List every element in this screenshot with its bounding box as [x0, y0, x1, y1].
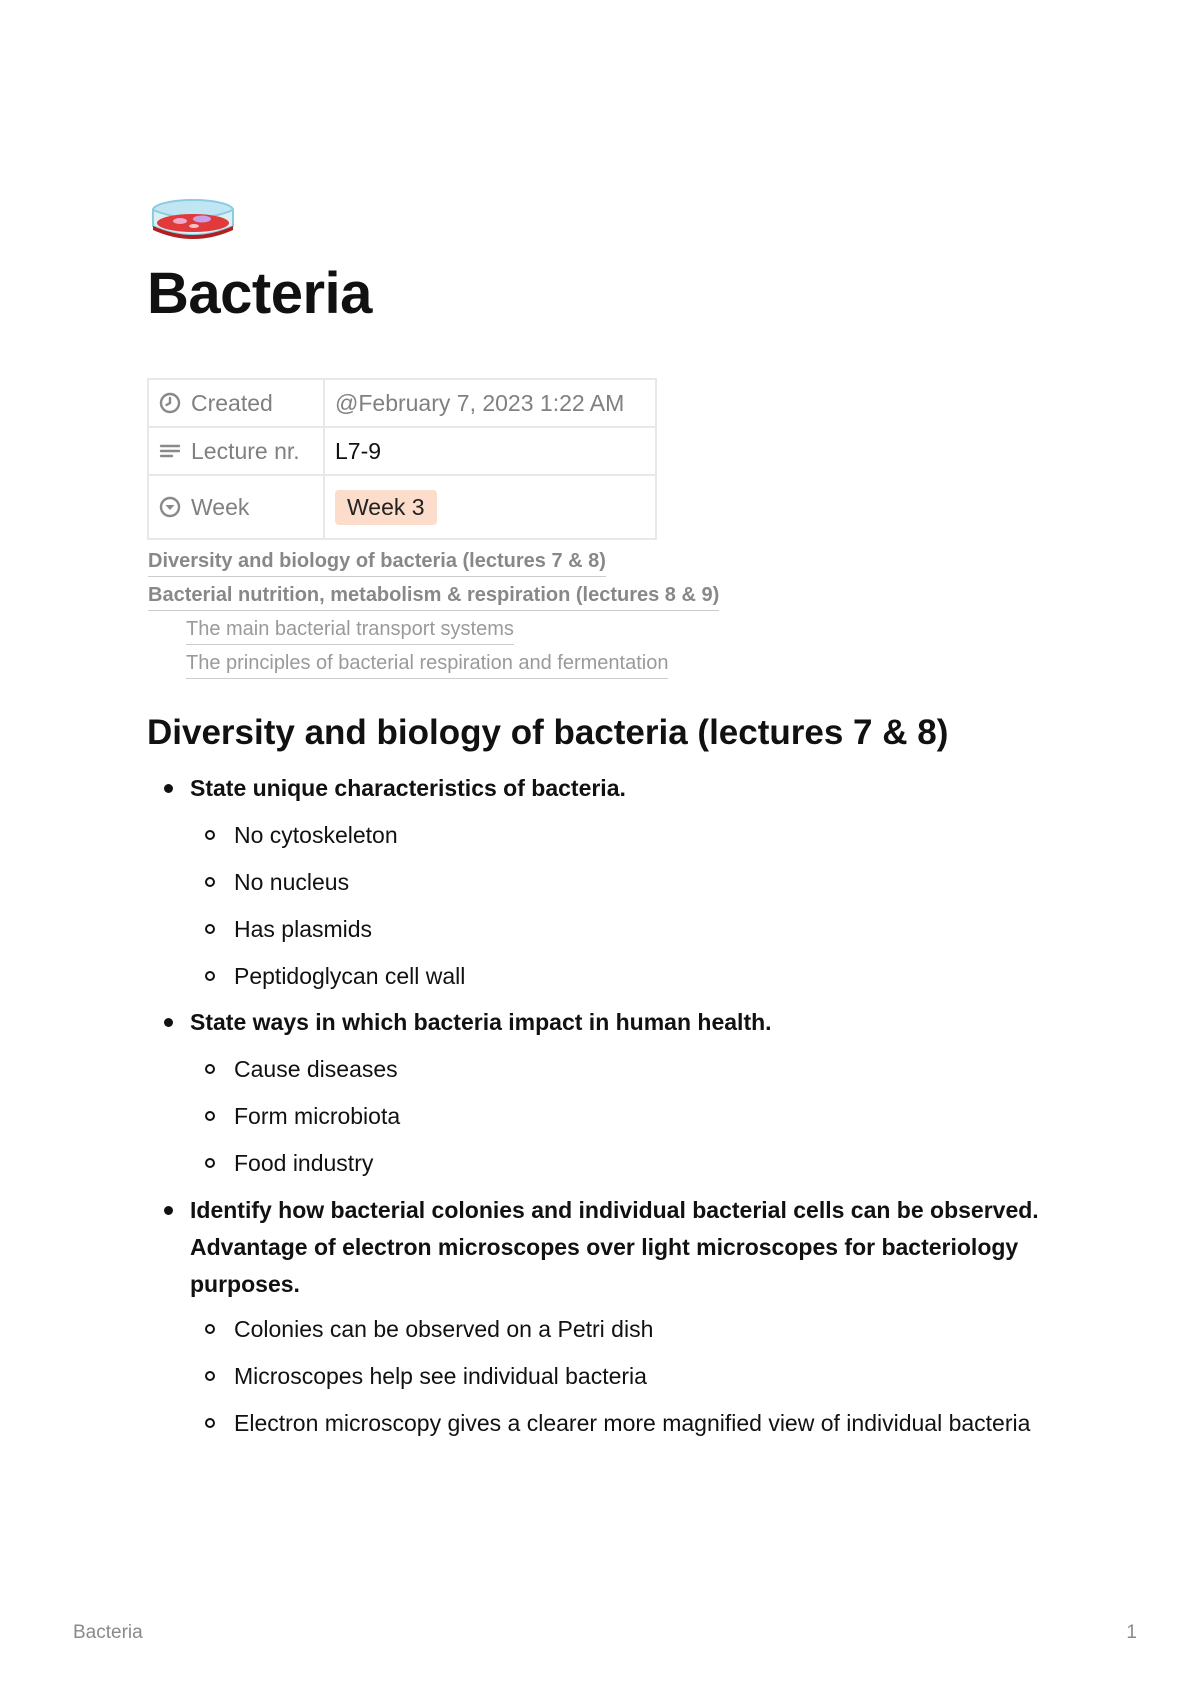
week-tag[interactable]: Week 3 — [335, 490, 437, 525]
toc-link[interactable]: Diversity and biology of bacteria (lectures 7 & 8) — [148, 546, 606, 577]
question-list — [147, 770, 1067, 1441]
answer-item: Form microbiota — [190, 1098, 1067, 1134]
answer-item: Cause diseases — [190, 1051, 1067, 1087]
answer-item: Colonies can be observed on a Petri dish — [190, 1311, 1067, 1347]
toc-link[interactable]: Bacterial nutrition, metabolism & respiration (lectures 8 & 9) — [148, 580, 719, 611]
answer-item: Electron microscopy gives a clearer more magnified view of individual bacteria — [190, 1405, 1067, 1441]
section-heading: Diversity and biology of bacteria (lectures 7 & 8) — [147, 713, 949, 752]
answer-list — [190, 1311, 1067, 1441]
footer-title: Bacteria — [73, 1622, 143, 1643]
question-text: State unique characteristics of bacteria. — [190, 775, 626, 801]
answer-item: Has plasmids — [190, 911, 1067, 947]
toc-link[interactable]: The principles of bacterial respiration and fermentation — [186, 648, 668, 679]
answer-list — [190, 1051, 1067, 1181]
property-value-created[interactable]: @February 7, 2023 1:22 AM — [324, 379, 656, 427]
property-key — [148, 475, 324, 539]
answer-list — [190, 817, 1067, 994]
table-of-contents — [148, 546, 719, 682]
select-circle-icon — [159, 496, 181, 518]
question-item — [147, 1004, 1067, 1181]
property-label: Created — [191, 389, 273, 416]
answer-item: No cytoskeleton — [190, 817, 1067, 853]
property-row-created — [148, 379, 656, 427]
property-label: Week — [191, 493, 250, 520]
question-item — [147, 1192, 1067, 1441]
answer-item: Microscopes help see individual bacteria — [190, 1358, 1067, 1394]
petri-dish-icon — [150, 196, 236, 244]
answer-item: No nucleus — [190, 864, 1067, 900]
property-label: Lecture nr. — [191, 437, 300, 464]
page-number: 1 — [1126, 1622, 1137, 1643]
page-title: Bacteria — [147, 261, 372, 326]
toc-link[interactable]: The main bacterial transport systems — [186, 614, 514, 645]
properties-table — [147, 378, 657, 540]
question-text: Identify how bacterial colonies and individual bacterial cells can be observed. Advantage of electron microscopes over light microscopes for bacteriology purposes. — [190, 1197, 1039, 1297]
clock-icon — [159, 392, 181, 414]
question-text: State ways in which bacteria impact in human health. — [190, 1009, 772, 1035]
answer-item: Peptidoglycan cell wall — [190, 958, 1067, 994]
question-item — [147, 770, 1067, 994]
property-value-week[interactable] — [324, 475, 656, 539]
answer-item: Food industry — [190, 1145, 1067, 1181]
text-lines-icon — [159, 440, 181, 462]
property-key — [148, 379, 324, 427]
property-value-lecture[interactable]: L7-9 — [324, 427, 656, 475]
property-row-lecture — [148, 427, 656, 475]
property-key — [148, 427, 324, 475]
property-row-week — [148, 475, 656, 539]
